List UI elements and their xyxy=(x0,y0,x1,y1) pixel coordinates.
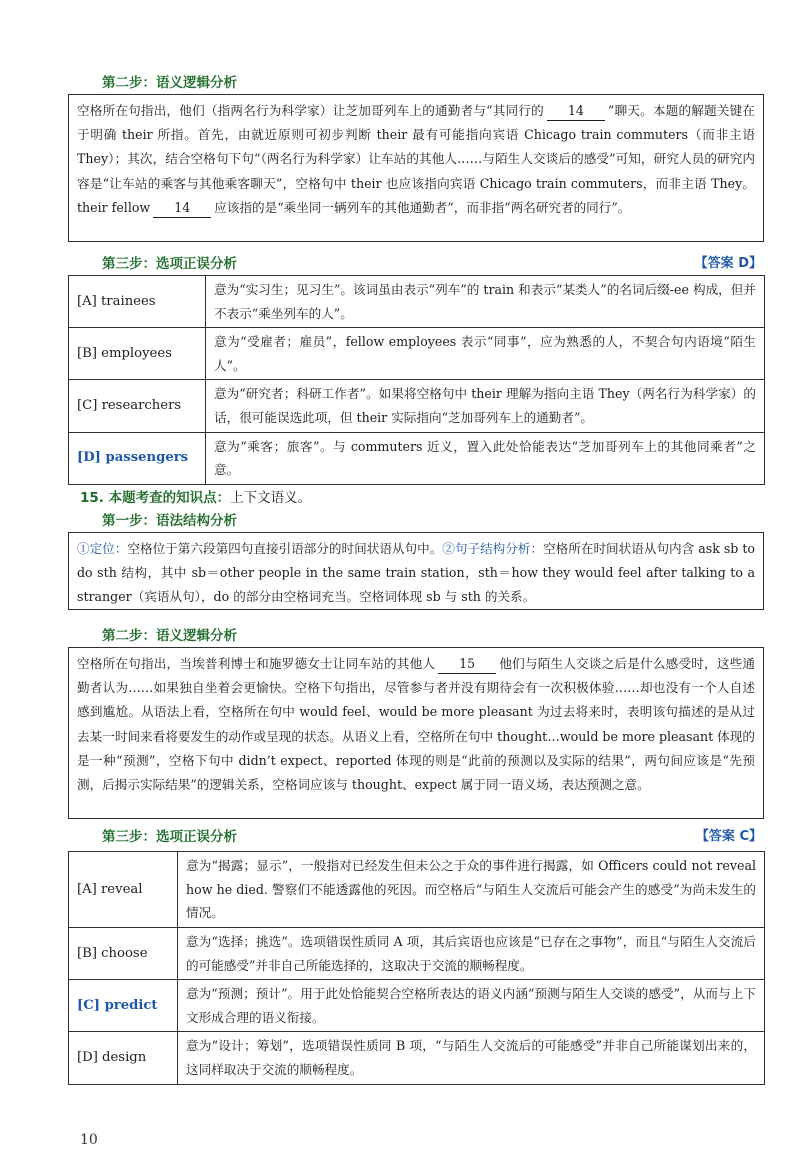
option-row xyxy=(69,928,765,980)
grammar-analysis-box-q15 xyxy=(68,532,764,610)
option-label: [A] reveal xyxy=(69,852,178,928)
grammar-analysis-text-q15: ①定位：空格位于第六段第四句直接引语部分的时间状语从句中。②句子结构分析：空格所在时间状语从句内含 ask sb to do sth 结构，其中 sb＝other people in the same train station，sth＝how they would feel after talking to a stranger（宾语从句），do 的部分由空格词充当。空格词体现 sb 与 sth 的关系。 xyxy=(77,541,756,605)
option-label: [C] predict xyxy=(69,980,178,1032)
question-15-heading: 15. 本题考查的知识点：上下文语义。 xyxy=(80,490,312,506)
option-row xyxy=(69,328,765,380)
answer-tag-q14: 【答案 D】 xyxy=(694,256,762,271)
page-number: 10 xyxy=(80,1132,98,1148)
blank-15: 15 xyxy=(438,655,496,674)
option-row xyxy=(69,852,765,928)
option-description: 意为“揭露；显示”，一般指对已经发生但未公之于众的事件进行揭露，如 Officers could not reveal how he died. 警察们不能透露他的死因。而空格后“与陌生人交流后可能会产生的感受”为尚未发生的情况。 xyxy=(178,852,765,928)
option-description: 意为“研究者；科研工作者”。如果将空格句中 their 理解为指向主语 They（两名行为科学家）的话，很可能误选此项，但 their 实际指向“芝加哥列车上的通勤者”。 xyxy=(206,380,765,432)
option-label: [A] trainees xyxy=(69,276,206,328)
semantic-analysis-text-q15: 空格所在句指出，当埃普利博士和施罗德女士让同车站的其他人 15 他们与陌生人交谈之后是什么感受时，这些通勤者认为……如果独自坐着会更愉快。空格下句指出，尽管参与者并没有期待会有一次积极体验……却也没有一个人自述感到尴尬。从语法上看，空格所在句中 would feel、would be more pleasant 为过去将来时，表明该句描述的是从过去某一时间来看将要发生的动作或呈现的状态。从语义上看，空格所在句中 thought…would be more pleasant 体现的是一种“预测”，空格下句中 didn’t expect、reported 体现的则是“此前的预测以及实际的结果”，两句间应该是“先预测，后揭示实际结果”的逻辑关系，空格词应该与 thought、expect 属于同一语义场，表达预测之意。 xyxy=(77,656,756,793)
answer-tag-q15: 【答案 C】 xyxy=(695,829,762,844)
options-table-q14 xyxy=(68,275,765,485)
semantic-analysis-box-q14 xyxy=(68,94,764,242)
option-row xyxy=(69,980,765,1032)
option-description: 意为“实习生；见习生”。该词虽由表示“列车”的 train 和表示“某类人”的名词后缀-ee 构成，但并不表示“乘坐列车的人”。 xyxy=(206,276,765,328)
option-row xyxy=(69,432,765,484)
semantic-analysis-box-q15 xyxy=(68,647,764,819)
option-description: 意为“选择；挑选”。选项错误性质同 A 项，其后宾语也应该是“已存在之事物”，而且“与陌生人交流后的可能感受”并非自己所能选择的，这取决于交流的顺畅程度。 xyxy=(178,928,765,980)
step3-heading-q15: 第三步：选项正误分析 xyxy=(102,829,237,845)
option-description: 意为“设计；筹划”，选项错误性质同 B 项，“与陌生人交流后的可能感受”并非自己所能谋划出来的，这同样取决于交流的顺畅程度。 xyxy=(178,1032,765,1084)
step2-heading-q14: 第二步：语义逻辑分析 xyxy=(102,75,237,91)
blank-14: 14 xyxy=(547,102,605,121)
semantic-analysis-text-q14: 空格所在句指出，他们（指两名行为科学家）让芝加哥列车上的通勤者与“其同行的 14 ”聊天。本题的解题关键在于明确 their 所指。首先，由就近原则可初步判断 their 最有可能指向宾语 Chicago train commuters（而非主语 They）；其次，结合空格句下句“（两名行为科学家）让车站的其他人……与陌生人交谈后的感受”可知，研究人员的研究内容是“让车站的乘客与其他乘客聊天”，空格句中 their 也应该指向宾语 Chicago train commuters，而非主语 They。their fellow 14 应该指的是“乘坐同一辆列车的其他通勤者”，而非指“两名研究者的同行”。 xyxy=(77,99,755,220)
options-table-q15 xyxy=(68,851,765,1085)
option-row xyxy=(69,276,765,328)
option-description: 意为“乘客；旅客”。与 commuters 近义，置入此处恰能表达“芝加哥列车上的其他同乘者”之意。 xyxy=(206,432,765,484)
option-label: [B] choose xyxy=(69,928,178,980)
step1-heading-q15: 第一步：语法结构分析 xyxy=(102,513,237,529)
option-row xyxy=(69,380,765,432)
option-description: 意为“受雇者；雇员”，fellow employees 表示“同事”，应为熟悉的人，不契合句内语境“陌生人”。 xyxy=(206,328,765,380)
option-label: [D] design xyxy=(69,1032,178,1084)
option-row xyxy=(69,1032,765,1084)
option-label: [C] researchers xyxy=(69,380,206,432)
step2-heading-q15: 第二步：语义逻辑分析 xyxy=(102,628,237,644)
blank-14-second: 14 xyxy=(153,199,211,218)
option-description: 意为“预测；预计”。用于此处恰能契合空格所表达的语义内涵“预测与陌生人交谈的感受”，从而与上下文形成合理的语义衔接。 xyxy=(178,980,765,1032)
option-label: [B] employees xyxy=(69,328,206,380)
step3-heading-q14: 第三步：选项正误分析 xyxy=(102,256,237,272)
option-label: [D] passengers xyxy=(69,432,206,484)
